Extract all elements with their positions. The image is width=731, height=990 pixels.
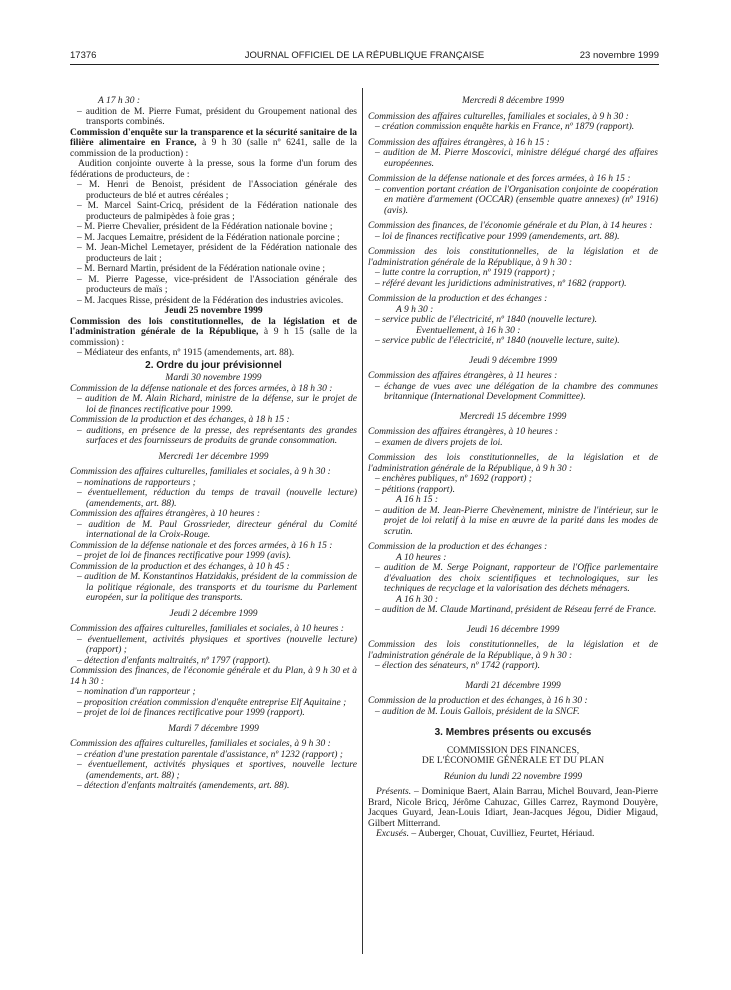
page-number: 17376 (70, 50, 97, 61)
agenda-item: – proposition création commission d'enquête entreprise Elf Aquitaine ; (77, 697, 347, 708)
committee-name: DE L'ÉCONOMIE GÉNÉRALE ET DU PLAN (421, 756, 605, 766)
time-label: A 16 h 30 : (396, 594, 439, 605)
issue-date: 23 novembre 1999 (579, 50, 659, 61)
commission-heading: Commission des lois constitutionnelles, de la législation et de l'administration générale de la République, à 9 h 30 : (368, 453, 658, 474)
agenda-item: – auditions, en présence de la presse, des représentants des grandes surfaces et des fournisseurs de produits de grande consommation. (77, 425, 357, 446)
time-label: A 17 h 30 : (98, 96, 141, 106)
commission-heading: Commission de la production et des échanges : (368, 294, 548, 304)
commission-heading: Commission de la défense nationale et des forces armées, à 18 h 30 : (70, 383, 333, 394)
section-heading: 2. Ordre du jour prévisionnel (145, 359, 282, 371)
agenda-item: – lutte contre la corruption, nº 1919 (rapport) ; (375, 268, 556, 278)
date-heading: Jeudi 16 décembre 1999 (466, 624, 560, 635)
header-rule (70, 64, 659, 65)
commission-heading: Commission des finances, de l'économie générale et du Plan, à 14 heures : (368, 221, 653, 231)
commission-heading: Commission de la défense nationale et des forces armées, à 16 h 15 : (70, 540, 333, 551)
agenda-item: – audition de M. Serge Poignant, rapporteur de l'Office parlementaire d'évaluation des choix scientifiques et technologiques, sur les techniques de recyclage et la valorisation des déchets ménagers. (375, 563, 658, 594)
agenda-item: – Médiateur des enfants, nº 1915 (amendements, art. 88). (77, 348, 295, 358)
commission-heading: Commission de la production et des échanges, à 10 h 45 : (70, 561, 290, 572)
commission-heading: Commission des affaires culturelles, familiales et sociales, à 10 heures : (70, 624, 344, 634)
agenda-item: – M. Jacques Lemaitre, président de la Fédération nationale porcine ; (77, 232, 340, 243)
commission-heading: Commission des affaires culturelles, familiales et sociales, à 9 h 30 : (368, 111, 629, 122)
commission-heading: Commission de la défense nationale et des forces armées, à 16 h 15 : (368, 174, 631, 184)
date-heading: Jeudi 25 novembre 1999 (164, 306, 263, 316)
commission-heading: Commission des lois constitutionnelles, de la législation et de l'administration générale de la République, à 9 h 30 : (368, 247, 658, 268)
date-heading: Mardi 30 novembre 1999 (165, 373, 262, 383)
members-excused: Excusés. – Auberger, Chouat, Cuvilliez, Feurtet, Hériaud. (376, 829, 595, 839)
agenda-item: – audition de M. Claude Martinand, président de Réseau ferré de France. (375, 605, 657, 615)
page-header (70, 50, 659, 62)
agenda-item: – M. Pierre Chevalier, président de la Fédération nationale bovine ; (77, 222, 333, 232)
commission-heading: Commission d'enquête sur la transparence et la sécurité sanitaire de la filière alimentaire en France, à 9 h 30 (salle nº 6241, salle de la commission de la production) : (70, 127, 357, 159)
agenda-item: – pétitions (rapport). (375, 484, 455, 495)
section-heading: 3. Membres présents ou excusés (434, 727, 592, 738)
commission-heading: Commission des affaires étrangères, à 10 heures : (368, 427, 558, 437)
agenda-item: – M. Bernard Martin, président de la Fédération nationale ovine ; (77, 264, 325, 274)
members-present: Présents. – Dominique Baert, Alain Barrau, Michel Bouvard, Jean-Pierre Brard, Nicole Bricq, Jérôme Cahuzac, Gilles Carrez, Raymond Douyère, Jacques Guyard, Jean-Louis Idiart, Jean-Jacques Jégou, Didier Migaud, Gilbert Mitterrand. (368, 787, 658, 829)
agenda-item: – audition de M. Louis Gallois, président de la SNCF. (375, 706, 580, 717)
column-divider (362, 88, 363, 954)
agenda-item: – audition de M. Paul Grossrieder, directeur général du Comité international de la Croix-Rouge. (77, 519, 357, 540)
agenda-item: – audition de M. Alain Richard, ministre de la défense, sur le projet de loi de finances rectificative pour 1999. (77, 394, 357, 415)
agenda-item: – M. Jacques Risse, président de la Fédération des industries avicoles. (77, 295, 344, 306)
agenda-item: – référé devant les juridictions administratives, nº 1682 (rapport). (375, 278, 627, 289)
agenda-item: – éventuellement, activités physiques et sportives, nouvelle lecture (amendements, art. 88) ; (77, 760, 357, 781)
commission-heading: Commission des affaires étrangères, à 10 heures : (70, 509, 260, 519)
agenda-item: – élection des sénateurs, nº 1742 (rapport). (375, 661, 540, 671)
date-heading: Mardi 7 décembre 1999 (168, 723, 259, 734)
agenda-item: – nominations de rapporteurs ; (77, 477, 196, 488)
agenda-item: – nomination d'un rapporteur ; (77, 687, 196, 697)
commission-heading: Commission des affaires culturelles, familiales et sociales, à 9 h 30 : (70, 739, 331, 749)
agenda-item: – M. Marcel Saint-Cricq, président de la Fédération nationale des producteurs de palmipèdes à foie gras ; (77, 201, 357, 222)
date-heading: Mercredi 8 décembre 1999 (461, 96, 565, 106)
agenda-item: – examen de divers projets de loi. (375, 437, 503, 448)
agenda-item: – création commission enquête harkis en France, nº 1879 (rapport). (375, 122, 635, 132)
agenda-item: – M. Jean-Michel Lemetayer, président de la Fédération nationale des producteurs de lait ; (77, 243, 357, 264)
agenda-item: – projet de loi de finances rectificative pour 1999 (rapport). (77, 708, 305, 718)
commission-heading: Commission de la production et des échanges, à 16 h 30 : (368, 696, 588, 706)
time-label: Eventuellement, à 16 h 30 : (416, 325, 521, 336)
agenda-item: – audition de M. Pierre Moscovici, ministre délégué chargé des affaires européennes. (375, 148, 658, 169)
right-column (368, 96, 658, 840)
agenda-item: – enchères publiques, nº 1692 (rapport) ; (375, 474, 532, 484)
left-column (70, 96, 357, 792)
commission-heading: Commission de la production et des échanges, à 18 h 15 : (70, 415, 290, 425)
paragraph: Audition conjointe ouverte à la presse, sous la forme d'un forum des fédérations de producteurs, de : (70, 159, 357, 180)
commission-heading: Commission des finances, de l'économie générale et du Plan, à 9 h 30 et à 14 h 30 : (70, 666, 357, 687)
agenda-item: – loi de finances rectificative pour 1999 (amendements, art. 88). (375, 231, 620, 242)
date-heading: Mercredi 1er décembre 1999 (158, 451, 269, 462)
date-heading: Mardi 21 décembre 1999 (465, 680, 561, 691)
agenda-item: – service public de l'électricité, nº 1840 (nouvelle lecture). (375, 315, 597, 325)
agenda-item: – création d'une prestation parentale d'assistance, nº 1232 (rapport) ; (77, 749, 343, 760)
agenda-item: – audition de M. Pierre Fumat, président du Groupement national des transports combinés. (77, 106, 357, 127)
journal-title: JOURNAL OFFICIEL DE LA RÉPUBLIQUE FRANÇAISE (244, 50, 485, 61)
date-heading: Mercredi 15 décembre 1999 (459, 411, 567, 422)
agenda-item: – détection d'enfants maltraités, nº 1797 (rapport). (77, 655, 271, 666)
date-heading: Jeudi 2 décembre 1999 (169, 608, 258, 619)
agenda-item: – échange de vues avec une délégation de la chambre des communes britannique (International Development Committee). (375, 381, 658, 402)
agenda-item: – M. Pierre Pagesse, vice-président de l'Association générale des producteurs de maïs ; (77, 274, 357, 295)
time-label: A 9 h 30 : (396, 304, 434, 315)
commission-heading: Commission des lois constitutionnelles, de la législation et de l'administration générale de la République, à 9 h 15 (salle de la commission) : (70, 316, 357, 348)
agenda-item: – éventuellement, réduction du temps de travail (nouvelle lecture) (amendements, art. 88). (77, 488, 357, 509)
commission-heading: Commission des affaires culturelles, familiales et sociales, à 9 h 30 : (70, 467, 331, 477)
time-label: A 10 heures : (396, 552, 447, 563)
agenda-item: – M. Henri de Benoist, président de l'Association générale des producteurs de blé et autres céréales ; (77, 180, 357, 201)
agenda-item: – projet de loi de finances rectificative pour 1999 (avis). (77, 551, 292, 561)
agenda-item: – audition de M. Jean-Pierre Chevènement, ministre de l'intérieur, sur le projet de loi relatif à la mise en œuvre de la parité dans les modes de scrutin. (375, 505, 658, 537)
commission-heading: Commission des affaires étrangères, à 16 h 15 : (368, 137, 550, 148)
agenda-item: – audition de M. Konstantinos Hatzidakis, président de la commission de la politique régionale, des transports et du tourisme du Parlement européen, sur la politique des transports. (77, 572, 357, 603)
agenda-item: – convention portant création de l'Organisation conjointe de coopération en matière d'armement (OCCAR) (ensemble quatre annexes) (nº 1916) (avis). (375, 184, 658, 216)
commission-heading: Commission de la production et des échanges : (368, 542, 548, 552)
commission-heading: Commission des affaires étrangères, à 11 heures : (368, 371, 558, 381)
committee-name: COMMISSION DES FINANCES, (446, 745, 580, 756)
time-label: A 16 h 15 : (396, 495, 439, 505)
agenda-item: – service public de l'électricité, nº 1840 (nouvelle lecture, suite). (375, 336, 620, 346)
commission-heading: Commission des lois constitutionnelles, de la législation et de l'administration générale de la République, à 9 h 30 : (368, 640, 658, 661)
meeting-date: Réunion du lundi 22 novembre 1999 (443, 771, 583, 782)
agenda-item: – éventuellement, activités physiques et sportives (nouvelle lecture) (rapport) ; (77, 634, 357, 655)
agenda-item: – détection d'enfants maltraités (amendements, art. 88). (77, 781, 290, 791)
date-heading: Jeudi 9 décembre 1999 (468, 355, 558, 366)
